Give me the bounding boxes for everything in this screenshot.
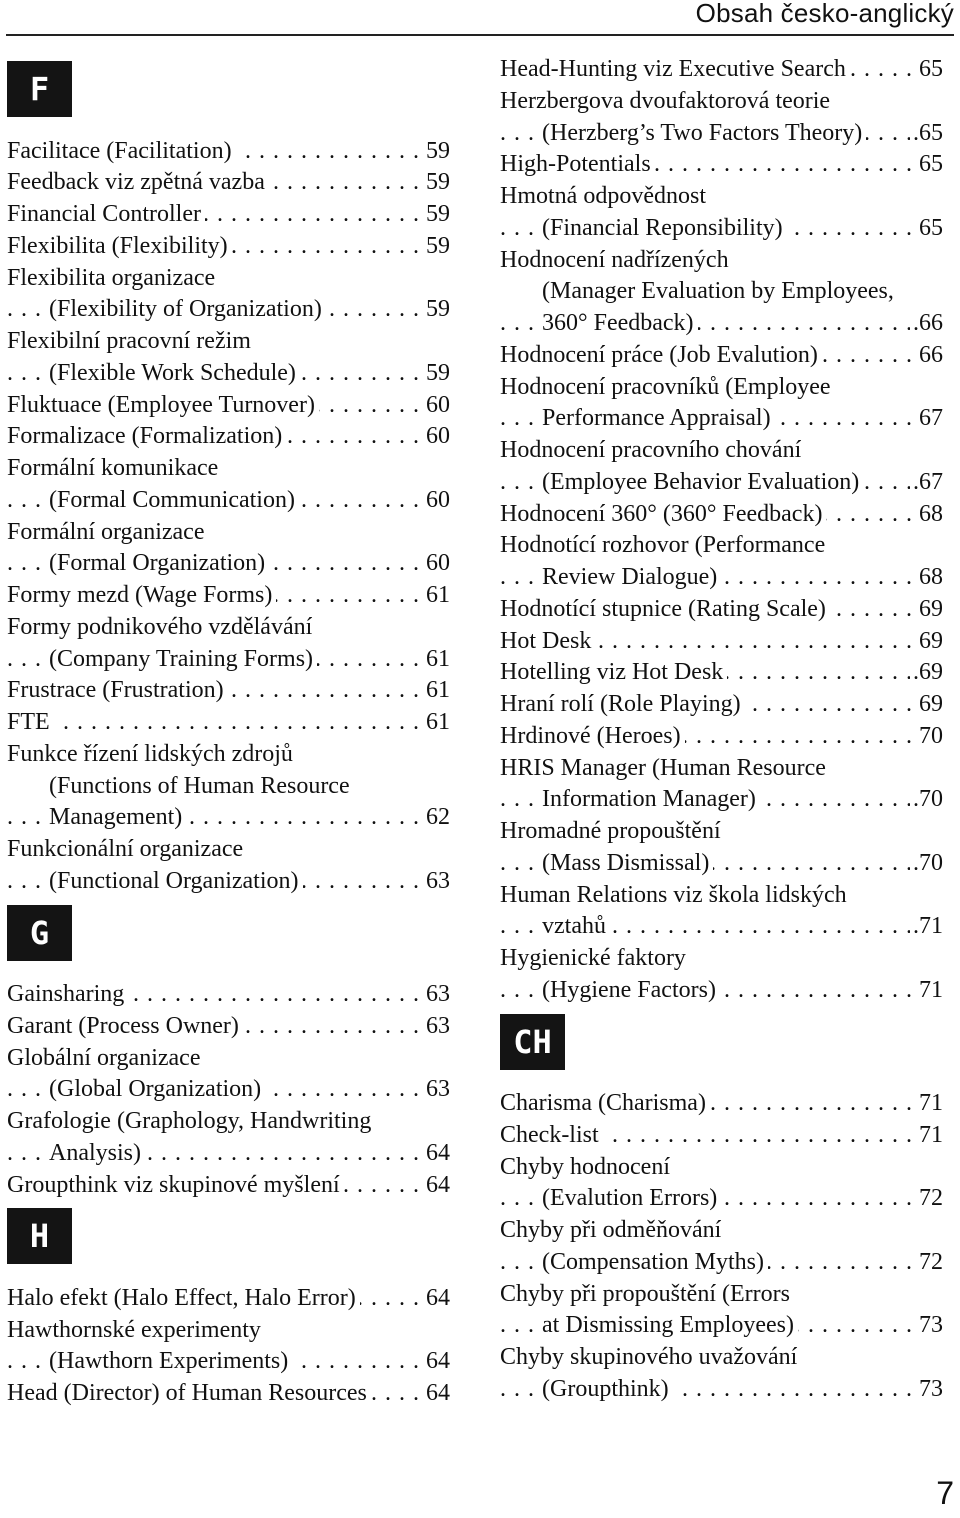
index-entry-term: Halo efekt (Halo Effect, Halo Error) [7, 1285, 360, 1311]
index-entry-page-number: 63 [423, 1074, 450, 1106]
index-entry [500, 975, 943, 1007]
index-entry-term: Hodnocení pracovníků (Employee [500, 373, 831, 400]
index-entry-page-number: 61 [423, 675, 450, 707]
index-entry-page-number: 73 [916, 1310, 943, 1342]
index-entry [7, 979, 450, 1011]
index-entry-text-line [500, 181, 943, 213]
section-letter-heading: F [7, 61, 72, 117]
section-letter-block [7, 61, 450, 125]
index-column-right [500, 54, 943, 1406]
index-entry-text-line [7, 1106, 450, 1138]
index-entry [500, 848, 943, 880]
index-entry-term: Hromadné propouštění [500, 818, 721, 844]
index-entry-term: Hodnotící stupnice (Rating Scale) [500, 596, 830, 622]
index-entry-page-number: 59 [423, 294, 450, 326]
index-entry-term: FTE [7, 709, 54, 735]
index-entry-term: Hawthornské experimenty [7, 1316, 261, 1343]
index-entry-page-number: 64 [423, 1138, 450, 1170]
page-number: 7 [936, 1475, 954, 1511]
index-entry-term: Chyby skupinového uvažování [500, 1344, 798, 1370]
index-entry [500, 1310, 943, 1342]
index-entry-term: Chyby hodnocení [500, 1153, 670, 1180]
header-rule [6, 34, 954, 36]
index-entry [7, 1170, 450, 1202]
index-entry-term: Funkce řízení lidských zdrojů [7, 740, 293, 767]
index-entry [7, 548, 450, 580]
index-entry-term: Flexibilita (Flexibility) [7, 233, 232, 259]
index-entry-term: Performance Appraisal) [542, 405, 775, 431]
index-entry [7, 1138, 450, 1170]
index-entry-text-line [7, 517, 450, 549]
index-entry [7, 231, 450, 263]
index-entry-term: Funkcionální organizace [7, 836, 244, 862]
index-entry-term: Charisma (Charisma) [500, 1090, 710, 1116]
index-entry [7, 358, 450, 390]
index-entry-term: (Flexible Work Schedule) [49, 360, 300, 386]
index-entry-term: Grafologie (Graphology, Handwriting [7, 1108, 372, 1134]
index-entry [500, 149, 943, 181]
index-entry-term: Hodnotící rozhovor (Performance [500, 532, 826, 559]
index-entry-term: Gainsharing [7, 981, 128, 1007]
index-entry-text-line [500, 530, 943, 562]
index-entry-text-line [7, 453, 450, 485]
index-entry [500, 54, 943, 86]
index-entry-term: Management) [49, 804, 186, 830]
index-entry [500, 594, 943, 626]
section-letter-block [500, 1014, 943, 1078]
index-entry-term: Formální komunikace [7, 455, 219, 481]
index-entry-text-line [7, 1043, 450, 1075]
index-entry-term: (Evalution Errors) [542, 1185, 721, 1211]
index-entry-text-line [7, 771, 450, 803]
index-entry-page-number: 65 [916, 54, 943, 86]
index-entry [500, 1183, 943, 1215]
index-entry [7, 294, 450, 326]
index-entry-term: (Formal Organization) [49, 550, 269, 576]
index-entry-term: (Employee Behavior Evaluation) [542, 469, 863, 495]
index-entry-page-number: .70 [910, 784, 943, 816]
index-entry-term: Hot Desk [500, 628, 595, 654]
index-entry-text-line [500, 1152, 943, 1184]
index-entry [7, 1283, 450, 1315]
index-entry [7, 1346, 450, 1378]
index-entry [500, 657, 943, 689]
index-entry-term: Hrdinové (Heroes) [500, 723, 685, 749]
index-entry-text-line [500, 816, 943, 848]
index-entry [500, 562, 943, 594]
index-entry-term: (Flexibility of Organization) [49, 296, 326, 322]
index-entry-term: (Compensation Myths) [542, 1249, 768, 1275]
index-entry-text-line [7, 1315, 450, 1347]
index-entry-term: Head (Director) of Human Resources [7, 1380, 371, 1406]
index-entry [7, 390, 450, 422]
index-entry-term: (Manager Evaluation by Employees, [542, 278, 894, 305]
section-letter-block [7, 905, 450, 969]
index-entry-page-number: 59 [423, 358, 450, 390]
index-entry-term: Formy podnikového vzdělávání [7, 613, 313, 640]
index-entry-text-line [7, 834, 450, 866]
index-entry-term: (Functional Organization) [49, 868, 303, 894]
index-entry-page-number: 61 [423, 580, 450, 612]
index-entry [500, 689, 943, 721]
index-entry-text-line [500, 880, 943, 912]
index-column-left [7, 54, 450, 1410]
index-entry-page-number: .65 [910, 118, 943, 150]
index-entry-term: High-Potentials [500, 151, 655, 177]
index-entry-page-number: 63 [423, 1011, 450, 1043]
index-entry [500, 1120, 943, 1152]
index-entry [500, 784, 943, 816]
index-entry-page-number: .71 [910, 911, 943, 943]
index-entry-page-number: 63 [423, 979, 450, 1011]
index-entry-page-number: 60 [423, 548, 450, 580]
section-letter-block [7, 1208, 450, 1272]
index-entry-text-line [500, 943, 943, 975]
index-entry-term: (Functions of Human Resource [49, 772, 350, 799]
index-entry-page-number: 64 [423, 1346, 450, 1378]
index-entry-page-number: 60 [423, 421, 450, 453]
index-entry [7, 485, 450, 517]
index-entry-text-line [500, 372, 943, 404]
index-entry-term: Hmotná odpovědnost [500, 183, 706, 209]
index-entry-term: Head-Hunting viz Executive Search [500, 56, 850, 82]
index-entry-term: (Hygiene Factors) [542, 977, 720, 1003]
index-entry-page-number: 65 [916, 213, 943, 245]
index-entry [7, 421, 450, 453]
index-entry-term: (Mass Dismissal) [542, 850, 713, 876]
index-entry-page-number: 63 [423, 866, 450, 898]
running-header-title: Obsah česko-anglický [695, 0, 954, 28]
index-entry-term: Review Dialogue) [542, 564, 721, 590]
index-entry-text-line [500, 1279, 943, 1311]
index-entry-page-number: 70 [916, 721, 943, 753]
index-entry [500, 1247, 943, 1279]
index-entry-term: Flexibilní pracovní režim [7, 328, 251, 354]
index-entry [7, 644, 450, 676]
index-entry [500, 626, 943, 658]
index-entry-term: Human Relations viz škola lidských [500, 881, 847, 908]
index-entry [500, 340, 943, 372]
index-entry-page-number: 69 [916, 689, 943, 721]
index-entry-page-number: 67 [916, 403, 943, 435]
index-entry-page-number: 71 [916, 975, 943, 1007]
index-entry-term: Hodnocení 360° (360° Feedback) [500, 501, 826, 527]
index-entry-page-number: .70 [910, 848, 943, 880]
index-entry-text-line [7, 263, 450, 295]
index-entry-text-line [500, 1215, 943, 1247]
index-entry-text-line [7, 326, 450, 358]
index-entry-page-number: 69 [916, 626, 943, 658]
index-entry-term: 360° Feedback) [542, 310, 698, 336]
index-entry-text-line [500, 245, 943, 277]
index-entry-page-number: .66 [910, 308, 943, 340]
index-entry-term: Hodnocení pracovního chování [500, 437, 802, 463]
index-entry [7, 580, 450, 612]
index-entry-page-number: 71 [916, 1088, 943, 1120]
index-entry [7, 1074, 450, 1106]
index-entry-text-line [7, 739, 450, 771]
index-entry-term: Formy mezd (Wage Forms) [7, 582, 276, 608]
index-entry-term: Hraní rolí (Role Playing) [500, 691, 745, 717]
index-entry [7, 802, 450, 834]
index-entry-text-line [500, 276, 943, 308]
index-entry [7, 136, 450, 168]
index-entry-term: Garant (Process Owner) [7, 1013, 243, 1039]
index-entry-page-number: 64 [423, 1170, 450, 1202]
index-entry-page-number: 69 [916, 594, 943, 626]
index-entry-page-number: 68 [916, 499, 943, 531]
index-entry-page-number: 73 [916, 1374, 943, 1406]
index-entry [500, 403, 943, 435]
index-entry [7, 167, 450, 199]
index-entry-page-number: 64 [423, 1378, 450, 1410]
index-entry [500, 308, 943, 340]
index-entry-term: Hodnocení nadřízených [500, 246, 729, 273]
index-entry-term: Frustrace (Frustration) [7, 677, 228, 703]
index-entry-term: (Hawthorn Experiments) [49, 1348, 292, 1374]
index-entry-term: (Groupthink) [542, 1376, 673, 1402]
index-entry-term: Chyby při odměňování [500, 1217, 722, 1243]
index-entry-term: (Global Organization) [49, 1076, 265, 1102]
index-entry-page-number: 68 [916, 562, 943, 594]
index-entry-text-line [500, 435, 943, 467]
index-entry-page-number: 59 [423, 231, 450, 263]
index-entry-term: HRIS Manager (Human Resource [500, 754, 826, 781]
index-entry-term: Globální organizace [7, 1044, 201, 1071]
index-entry-page-number: 72 [916, 1183, 943, 1215]
index-entry [500, 1374, 943, 1406]
index-entry-page-number: .69 [910, 657, 943, 689]
index-entry-text-line [500, 1342, 943, 1374]
section-letter-heading: CH [500, 1014, 565, 1070]
index-entry-page-number: 61 [423, 707, 450, 739]
index-entry-page-number: 61 [423, 644, 450, 676]
index-entry-term: Formální organizace [7, 518, 205, 545]
index-entry-term: Herzbergova dvoufaktorová teorie [500, 87, 831, 114]
index-entry-term: Groupthink viz skupinové myšlení [7, 1172, 344, 1198]
index-entry-term: Hodnocení práce (Job Evalution) [500, 342, 822, 368]
index-entry-term: Financial Controller [7, 201, 205, 227]
index-entry [500, 499, 943, 531]
index-entry-term: (Formal Communication) [49, 487, 299, 513]
index-entry-term: at Dismissing Employees) [542, 1312, 798, 1338]
index-entry-term: (Herzberg’s Two Factors Theory) [542, 120, 866, 146]
index-entry [500, 467, 943, 499]
index-entry-term: Analysis) [49, 1140, 145, 1166]
index-entry-term: Facilitace (Facilitation) [7, 138, 236, 164]
index-entry-page-number: 64 [423, 1283, 450, 1315]
index-entry-page-number: 72 [916, 1247, 943, 1279]
index-entry-term: Hotelling viz Hot Desk [500, 659, 727, 685]
index-entry-term: Chyby při propouštění (Errors [500, 1280, 790, 1307]
index-entry-term: Fluktuace (Employee Turnover) [7, 392, 319, 418]
index-entry-page-number: 66 [916, 340, 943, 372]
index-entry [500, 911, 943, 943]
index-entry-text-line [7, 612, 450, 644]
index-entry-page-number: 65 [916, 149, 943, 181]
index-entry-page-number: 60 [423, 390, 450, 422]
index-entry [7, 1011, 450, 1043]
index-entry-term: Information Manager) [542, 786, 760, 812]
index-entry-text-line [500, 753, 943, 785]
index-entry-page-number: 60 [423, 485, 450, 517]
index-entry-page-number: 62 [423, 802, 450, 834]
index-entry [7, 866, 450, 898]
index-entry-page-number: 59 [423, 199, 450, 231]
index-entry-text-line [500, 86, 943, 118]
index-entry-page-number: 71 [916, 1120, 943, 1152]
index-entry-term: Flexibilita organizace [7, 264, 216, 291]
index-entry-term: Check-list [500, 1122, 603, 1148]
index-entry-page-number: 59 [423, 136, 450, 168]
section-letter-heading: G [7, 905, 72, 961]
index-entry-term: Hygienické faktory [500, 945, 686, 971]
index-entry-term: (Financial Reponsibility) [542, 215, 787, 241]
index-entry [7, 1378, 450, 1410]
index-entry [7, 707, 450, 739]
index-entry-page-number: 59 [423, 167, 450, 199]
index-entry [7, 675, 450, 707]
index-entry [500, 721, 943, 753]
index-entry-term: Feedback viz zpětná vazba [7, 169, 269, 195]
index-entry [500, 213, 943, 245]
index-entry-term: Formalizace (Formalization) [7, 423, 286, 449]
index-entry-page-number: .67 [910, 467, 943, 499]
index-entry [500, 1088, 943, 1120]
index-entry [7, 199, 450, 231]
index-entry-term: (Company Training Forms) [49, 646, 317, 672]
index-entry [500, 118, 943, 150]
index-entry-term: vztahů [542, 913, 610, 939]
section-letter-heading: H [7, 1208, 72, 1264]
